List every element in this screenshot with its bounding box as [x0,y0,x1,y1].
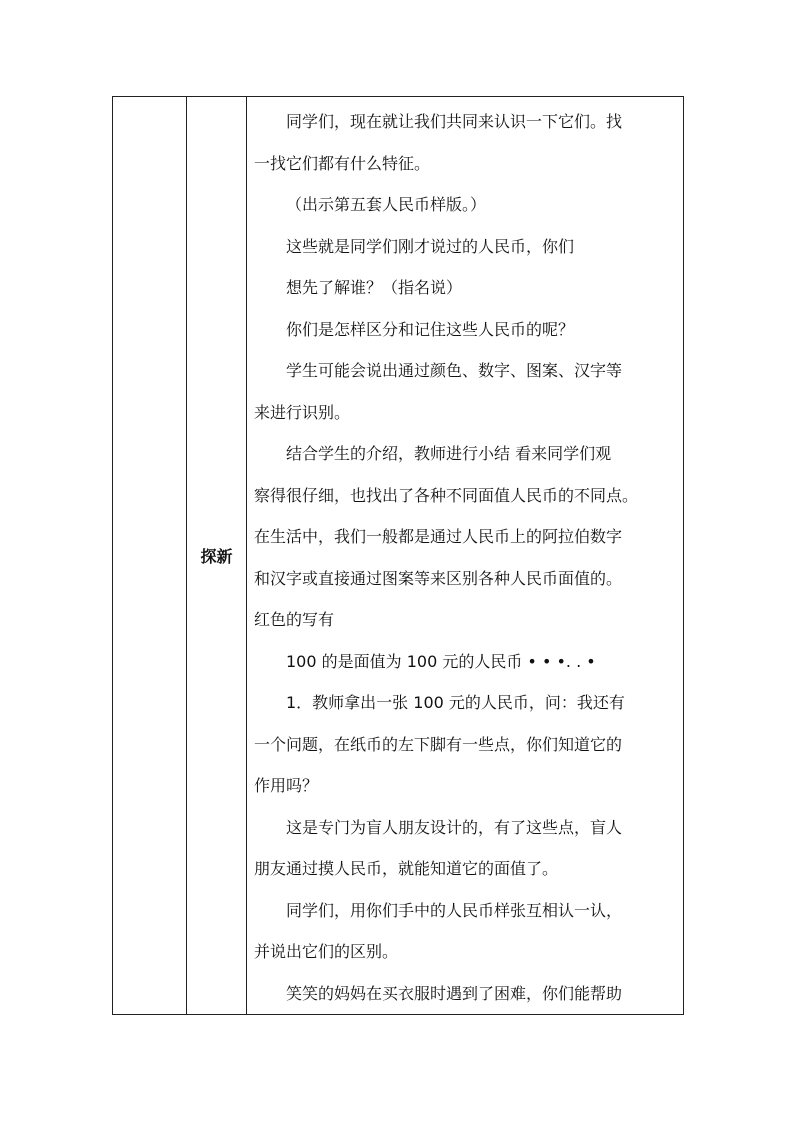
text-line: 一找它们都有什么特征。 [254,153,431,173]
text-line: 红色的写有 [254,610,335,629]
text-line: 你们是怎样区分和记住这些人民币的呢？ [286,319,575,339]
text-line: 来进行识别。 [254,402,351,422]
table-row [113,97,684,1015]
text-line: 这些就是同学们刚才说过的人民币，你们 [286,236,575,256]
lesson-table [112,96,684,1015]
text-line: 学生可能会说出通过颜色、数字、图案、汉字等 [286,361,623,380]
text-line: 一个问题，在纸币的左下脚有一些点，你们知道它的 [254,734,623,754]
text-line: 同学们，用你们手中的人民币样张互相认一认， [286,900,623,920]
stage-cell [187,97,247,1015]
text-line: 笑笑的妈妈在买衣服时遇到了困难，你们能帮助 [286,983,623,1003]
text-line: 察得很仔细，也找出了各种不同面值人民币的不同点。 [254,485,639,505]
text-line: （出示第五套人民币样版。） [286,195,487,214]
text-line: 和汉字或直接通过图案等来区别各种人民币面值的。 [254,568,623,588]
text-line: 在生活中，我们一般都是通过人民币上的阿拉伯数字 [254,527,623,546]
text-line: 作用吗？ [254,776,319,795]
blank-cell [113,97,187,1015]
text-line: 同学们，现在就让我们共同来认识一下它们。找 [286,112,623,131]
text-line: 1．教师拿出一张 100 元的人民币，问：我还有 [286,693,625,712]
text-line: 结合学生的介绍，教师进行小结 看来同学们观 [286,444,612,463]
content-cell [247,97,684,1015]
text-line: 想先了解谁？（指名说） [286,278,463,297]
text-line: 并说出它们的区别。 [254,942,399,961]
stage-label: 探新 [200,547,233,566]
text-line: 朋友通过摸人民币，就能知道它的面值了。 [254,859,559,878]
text-line: 100 的是面值为 100 元的人民币 • • •. . • [286,651,596,671]
lesson-content [247,97,683,1014]
text-line: 这是专门为盲人朋友设计的，有了这些点，盲人 [286,817,623,837]
